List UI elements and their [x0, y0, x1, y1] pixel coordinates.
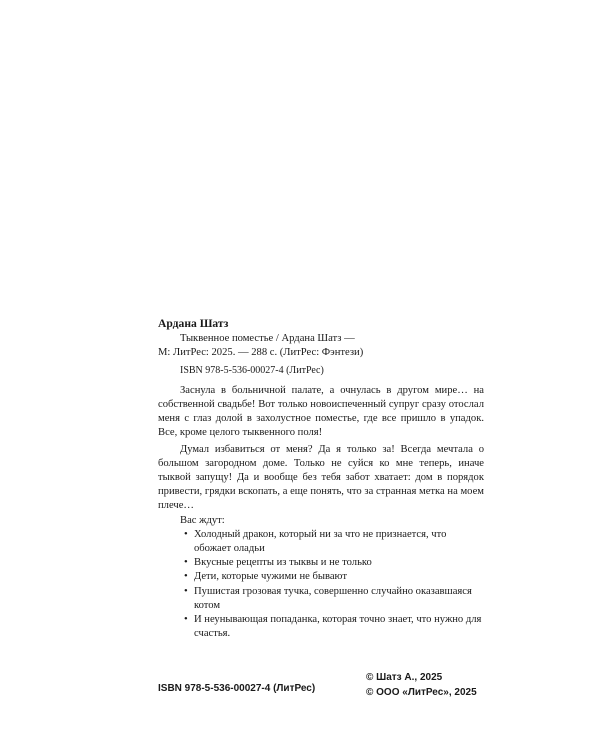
list-item-text: Холодный дракон, который ни за что не признается, что обожает оладьи [194, 528, 447, 555]
footer-isbn: ISBN 978-5-536-00027-4 (ЛитРес) [158, 683, 316, 694]
list-item-text: И неунывающая попаданка, которая точно знает, что нужно для счастья. [194, 614, 482, 640]
bullet-icon: • [184, 557, 188, 569]
bibliographic-description [158, 332, 484, 360]
list-item [158, 528, 484, 556]
list-item-text: Дети, которые чужими не бывают [194, 571, 347, 583]
list-item [158, 613, 484, 641]
list-item-text: Вкусные рецепты из тыквы и не только [194, 557, 372, 569]
list-item [158, 585, 484, 613]
list-item-text: Пушистая грозовая тучка, совершенно случайно оказавшаяся котом [194, 585, 472, 611]
bullet-icon: • [184, 614, 188, 626]
biblio-line-1: Тыквенное поместье / Ардана Шатз — [180, 333, 355, 345]
catalog-record [158, 317, 484, 641]
bullet-icon: • [184, 571, 188, 583]
copyright-publisher: © ООО «ЛитРес», 2025 [366, 687, 477, 698]
author-name: Ардана Шатз [158, 317, 229, 330]
list-item [158, 570, 484, 584]
list-title: Вас ждут: [180, 514, 225, 526]
annotation-paragraph-2: Думал избавиться от меня? Да я только за! Всегда мечтала о большом загородном доме. Только не суйся ко мне теперь, иначе тыквой запущу! Да и вообще без тебя забот хватает: дом в порядок привести, грядки вскопать, а еще понять, что за странная метка на моем плече… [158, 443, 484, 512]
biblio-line-2: М: ЛитРес: 2025. — 288 с. (ЛитРес: Фэнтези) [158, 347, 364, 359]
annotation-paragraph-1: Заснула в больничной палате, а очнулась в другом мире… на собственной свадьбе! Вот только новоиспеченный супруг сразу отослал меня с глаз долой в захолустное поместье, где все пришло в упадок. Все, кроме целого тыквенного поля! [158, 384, 484, 439]
record-isbn: ISBN 978-5-536-00027-4 (ЛитРес) [180, 364, 324, 376]
features-list [158, 528, 484, 642]
list-item [158, 556, 484, 570]
copyright-block [366, 670, 477, 700]
bullet-icon: • [184, 528, 188, 540]
copyright-author: © Шатз А., 2025 [366, 672, 443, 683]
bullet-icon: • [184, 585, 188, 597]
